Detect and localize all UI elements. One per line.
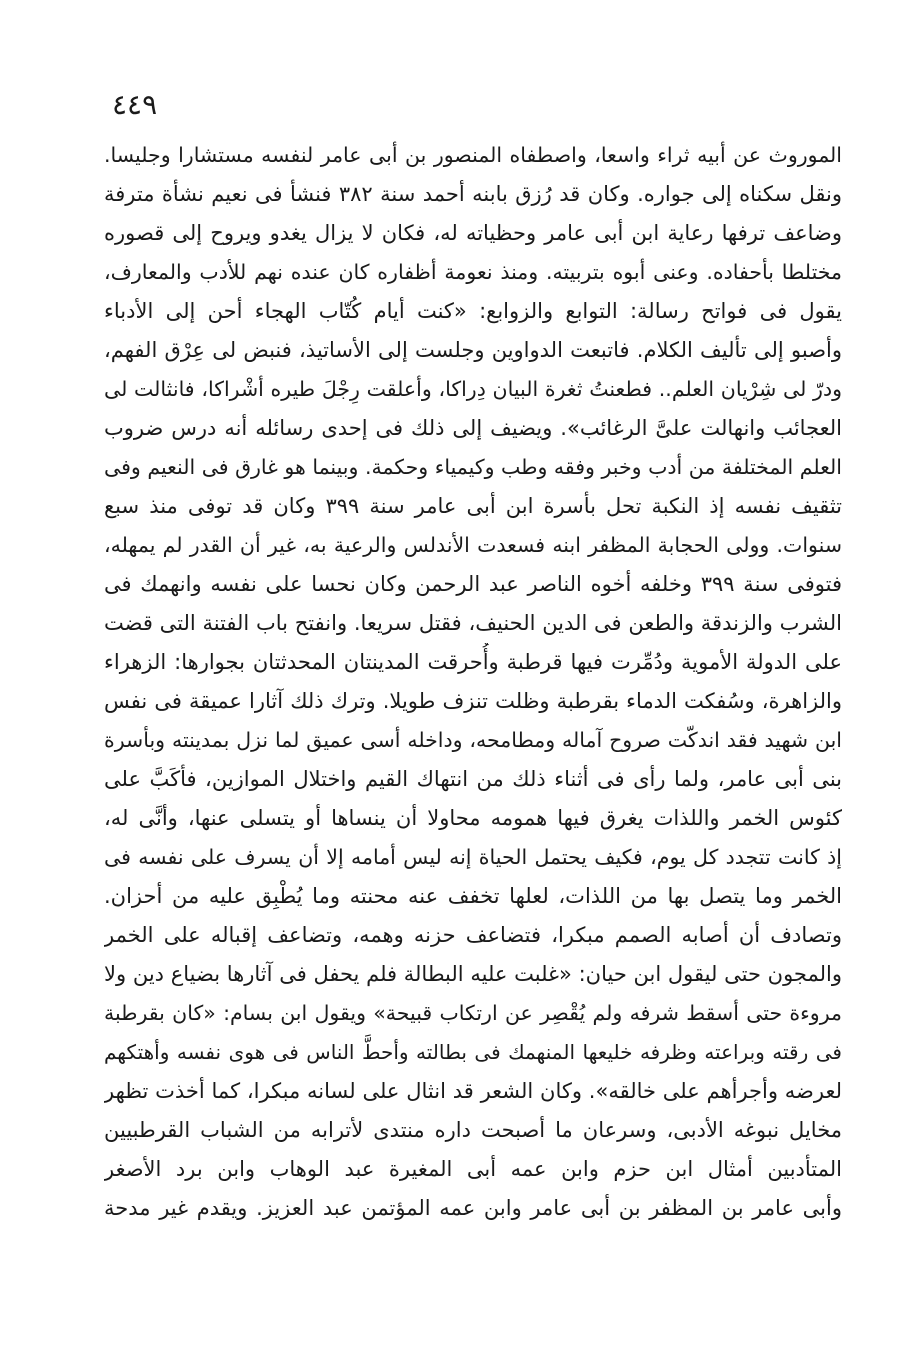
text-line: تثقيف نفسه إذ النكبة تحل بأسرة ابن أبى عامر سنة ٣٩٩ وكان قد توفى منذ سبع xyxy=(104,494,842,518)
text-line: إذ كانت تتجدد كل يوم، فكيف يحتمل الحياة إنه ليس أمامه إلا أن يسرف على نفسه فى xyxy=(104,845,842,869)
text-line: بنى أبى عامر، ولما رأى فى أثناء ذلك من انتهاك القيم واختلال الموازين، فأكَبَّ على xyxy=(104,767,842,791)
text-line: فى رقته وبراعته وظرفه خليعها المنهمك فى بطالته وأحطَّ الناس فى هوى نفسه وأهتكهم xyxy=(104,1040,842,1064)
text-line: مخايل نبوغه الأدبى، وسرعان ما أصبحت داره منتدى لأترابه من الشباب القرطبيين xyxy=(104,1118,842,1142)
text-line: العجائب وانهالت علىَّ الرغائب». ويضيف إلى ذلك فى إحدى رسائله أنه درس ضروب xyxy=(104,416,842,440)
text-line: المتأدبين أمثال ابن حزم وابن عمه أبى المغيرة عبد الوهاب وابن برد الأصغر xyxy=(104,1157,842,1181)
text-line: الشرب والزندقة والطعن فى الدين الحنيف، فقتل سريعا. وانفتح باب الفتنة التى قضت xyxy=(104,611,842,635)
text-line: على الدولة الأموية ودُمِّرت فيها قرطبة وأُحرقت المدينتان المحدثتان بجوارها: الزهراء xyxy=(104,650,842,674)
text-line: مروءة حتى أسقط شرفه ولم يُقْصِر عن ارتكاب قبيحة» ويقول ابن بسام: «كان بقرطبة xyxy=(104,1001,842,1025)
text-line: كئوس الخمر واللذات يغرق فيها همومه محاولا أن ينساها أو يتسلى عنها، وأنَّى له، xyxy=(104,806,842,830)
text-line: العلم المختلفة من أدب وخبر وفقه وطب وكيمياء وحكمة. وبينما هو غارق فى النعيم وفى xyxy=(104,455,842,479)
text-line: وأصبو إلى تأليف الكلام. فاتبعت الدواوين وجلست إلى الأساتيذ، فنبض لى عِرْق الفهم، xyxy=(104,338,842,362)
text-line: والمجون حتى ليقول ابن حيان: «غلبت عليه البطالة فلم يحفل فى آثارها بضياع دين ولا xyxy=(104,962,842,986)
page-number: ٤٤٩ xyxy=(112,88,158,121)
text-line: الخمر وما يتصل بها من اللذات، لعلها تخفف عنه محنته وما يُطْبِق عليه من أحزان. xyxy=(104,884,842,908)
text-line: ودرّ لى شِرْيان العلم.. فطعنتُ ثغرة البيان دِراكا، وأعلقت رِجْلَ طيره أشْراكا، فانثالت لى xyxy=(104,377,842,401)
text-line: وضاعف ترفها رعاية ابن أبى عامر وحظياته له، فكان لا يزال يغدو ويروح إلى قصوره xyxy=(104,221,842,245)
text-line: يقول فى فواتح رسالة: التوابع والزوابع: «كنت أيام كُتّاب الهجاء أحن إلى الأدباء xyxy=(104,299,842,323)
text-line: لعرضه وأجرأهم على خالقه». وكان الشعر قد انثال على لسانه مبكرا، كما أخذت تظهر xyxy=(104,1079,842,1103)
text-line: مختلطا بأحفاده. وعنى أبوه بتربيته. ومنذ نعومة أظفاره كان عنده نهم للأدب والمعارف، xyxy=(104,260,842,284)
text-line: ابن شهيد فقد اندكّت صروح آماله ومطامحه، وداخله أسى عميق لما نزل بمدينته وبأسرة xyxy=(104,728,842,752)
text-line: الموروث عن أبيه ثراء واسعا، واصطفاه المنصور بن أبى عامر لنفسه مستشارا وجليسا. xyxy=(104,143,842,167)
text-line: والزاهرة، وسُفكت الدماء بقرطبة وظلت تنزف طويلا. وترك ذلك آثارا عميقة فى نفس xyxy=(104,689,842,713)
body-text xyxy=(104,136,842,1228)
text-line: سنوات. وولى الحجابة المظفر ابنه فسعدت الأندلس والرعية به، غير أن القدر لم يمهله، xyxy=(104,533,842,557)
text-line: وأبى عامر بن المظفر بن أبى عامر وابن عمه المؤتمن عبد العزيز. ويقدم غير مدحة xyxy=(104,1196,842,1220)
text-line: فتوفى سنة ٣٩٩ وخلفه أخوه الناصر عبد الرحمن وكان نحسا على نفسه وانهمك فى xyxy=(104,572,842,596)
text-line: ونقل سكناه إلى جواره. وكان قد رُزق بابنه أحمد سنة ٣٨٢ فنشأ فى نعيم نشأة مترفة xyxy=(104,182,842,206)
text-line: وتصادف أن أصابه الصمم مبكرا، فتضاعف حزنه وهمه، وتضاعف إقباله على الخمر xyxy=(104,923,842,947)
